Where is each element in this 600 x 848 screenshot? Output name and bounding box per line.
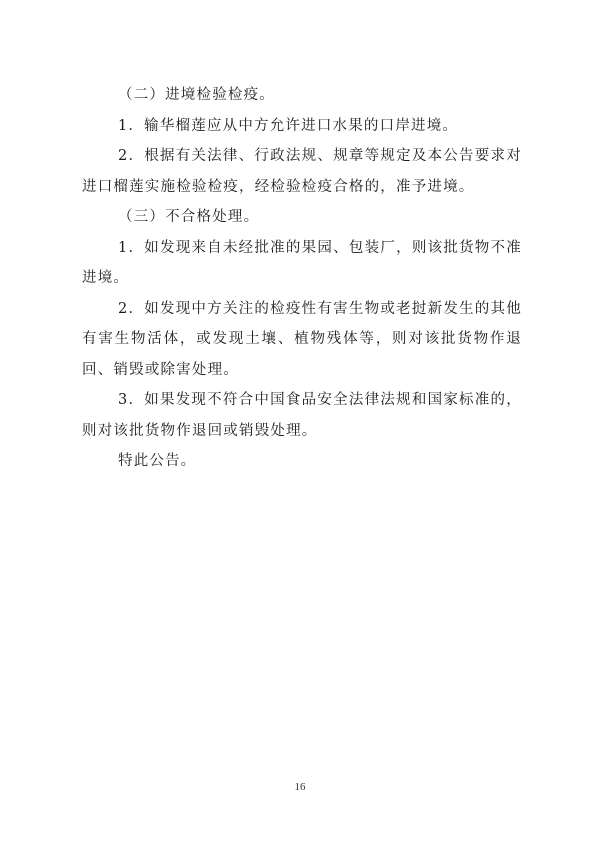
paragraph-heading-entry-inspection: （二）进境检验检疫。 — [118, 87, 275, 103]
paragraph-port-of-entry: 1．输华榴莲应从中方允许进口水果的口岸进境。 — [118, 117, 459, 134]
page-number: 16 — [294, 781, 306, 793]
paragraph-heading-noncompliance: （三）不合格处理。 — [118, 209, 260, 225]
paragraph-inspection-rules: 2．根据有关法律、行政法规、规章等规定及本公告要求对进口榴莲实施检验检疫，经检验检疫合格的，准予进境。 — [82, 148, 522, 195]
document-body — [82, 80, 522, 477]
paragraph-quarantine-pests: 2．如发现中方关注的检疫性有害生物或老挝新发生的其他有害生物活体，或发现土壤、植物残体等，则对该批货物作退回、销毁或除害处理。 — [82, 300, 522, 378]
paragraph-unapproved-orchard: 1．如发现来自未经批准的果园、包装厂，则该批货物不准进境。 — [82, 239, 522, 286]
paragraph-food-safety: 3．如果发现不符合中国食品安全法律法规和国家标准的，则对该批货物作退回或销毁处理。 — [82, 392, 522, 439]
paragraph-closing: 特此公告。 — [118, 453, 197, 469]
